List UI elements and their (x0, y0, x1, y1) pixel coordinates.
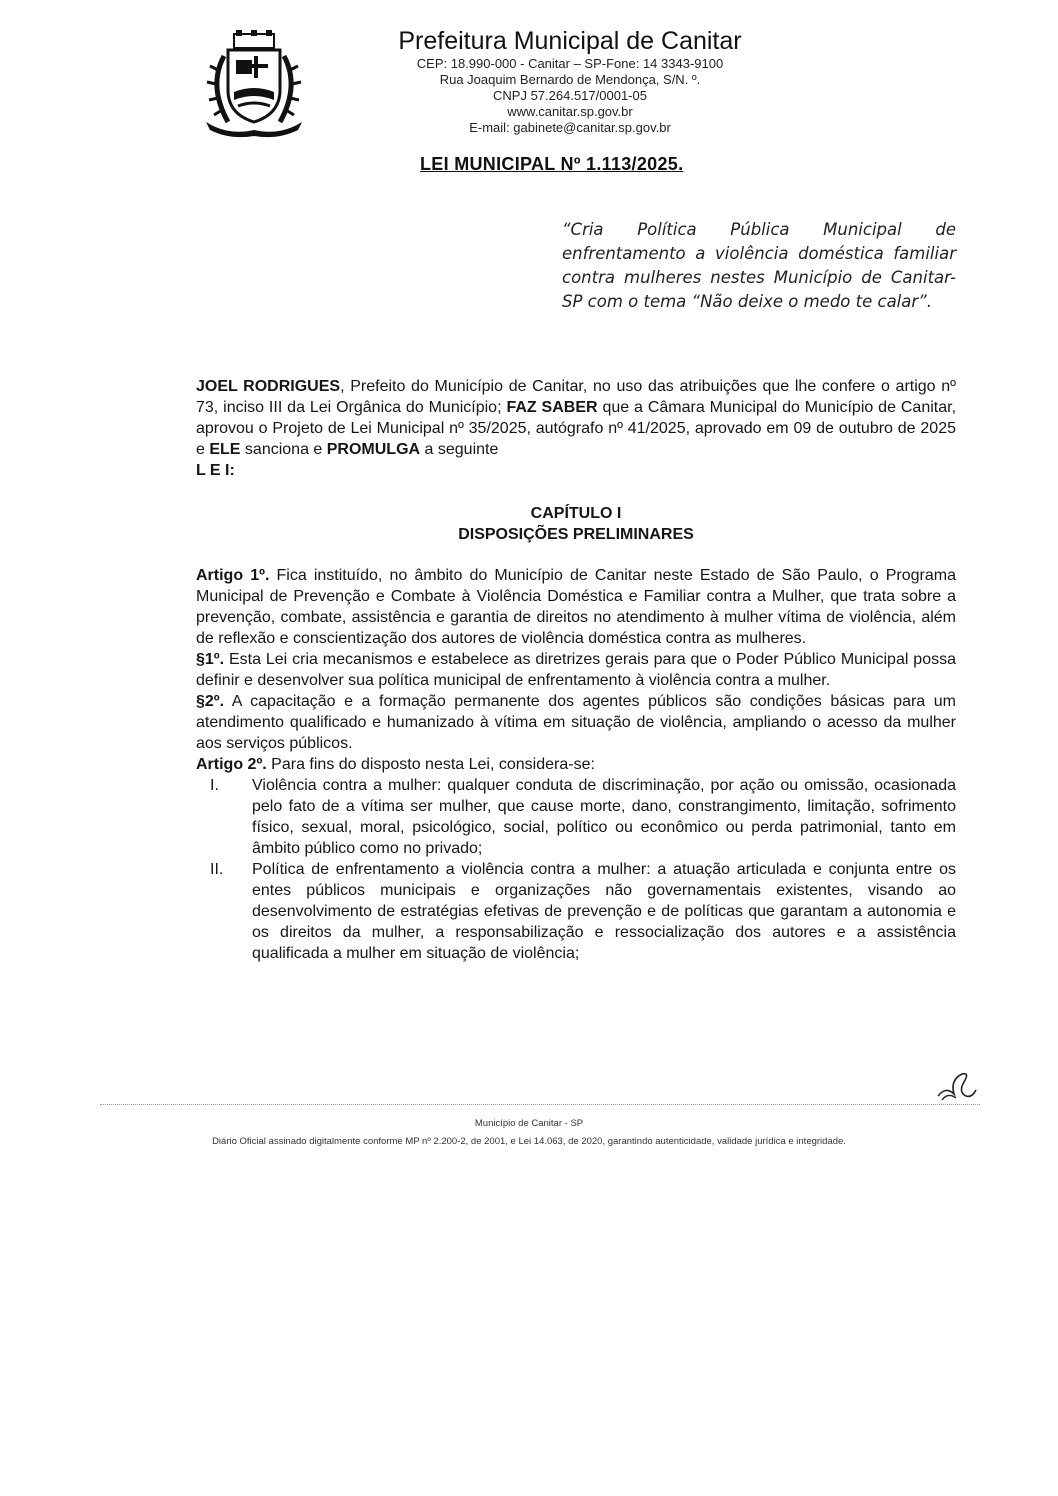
article-1 (196, 565, 956, 649)
law-body (196, 376, 956, 964)
preamble-text-4: a seguinte (420, 441, 499, 458)
lei-label: L E I: (196, 462, 235, 479)
contact-website-line: www.canitar.sp.gov.br (507, 104, 633, 119)
chapter-number: CAPÍTULO I (530, 505, 622, 522)
article-2 (196, 754, 956, 775)
paragraph-2-label: §2º. (196, 693, 225, 710)
preamble-text-2: que a Câmara Municipal do Município de Canitar, aprovou o Projeto de Lei Municipal nº 35/2025, autógrafo nº 41/2025, aprovado em 09 de outubro de 2025 e (196, 399, 957, 458)
contact-street-line: Rua Joaquim Bernardo de Mendonça, S/N. º. (439, 72, 701, 87)
contact-address-line: CEP: 18.990-000 - Canitar – SP-Fone: 14 3343-9100 (416, 56, 724, 71)
article-1-text: Fica instituído, no âmbito do Município de Canitar neste Estado de São Paulo, o Programa Municipal de Prevenção e Combate à Violência Doméstica e Familiar contra a Mulher, que trata sobre a prevenção, combate, assistência e garantia de direitos no atendimento à mulher vítima de violência, além de reflexão e conscientização dos autores de violência doméstica contra as mulheres. (196, 567, 957, 647)
chapter-heading (196, 503, 956, 545)
contact-cnpj-line: CNPJ 57.264.517/0001-05 (493, 88, 647, 103)
ele: ELE (209, 441, 241, 458)
preamble-text-3: sanciona e (240, 441, 327, 458)
law-summary: “Cria Política Pública Municipal de enfrentamento a violência doméstica familiar contra mulheres nestes Município de Canitar-SP com o tema “Não deixe o medo te calar”. (562, 220, 956, 311)
law-title: LEI MUNICIPAL Nº 1.113/2025. (420, 154, 684, 174)
item-text: Violência contra a mulher: qualquer conduta de discriminação, por ação ou omissão, ocasionada pelo fato de a vítima ser mulher, que cause morte, dano, constrangimento, limitação, sofrimento físico, sexual, moral, psicológico, social, político ou econômico ou perda patrimonial, tanto em âmbito público como no privado; (252, 777, 956, 857)
footer-digital-signature-note: Diário Oficial assinado digitalmente conforme MP nº 2.200-2, de 2001, e Lei 14.063, de 2020, garantindo autenticidade, validade jurídica e integridade. (212, 1136, 846, 1147)
municipal-coat-of-arms-icon (198, 26, 310, 138)
paragraph-1-text: Esta Lei cria mecanismos e estabelece as diretrizes gerais para que o Poder Público Municipal possa definir e desenvolver sua política municipal de enfrentamento à violência contra a mulher. (196, 651, 956, 689)
article-1-label: Artigo 1º. (196, 567, 270, 584)
letterhead (330, 26, 810, 136)
footer-municipality: Município de Canitar - SP (474, 1118, 584, 1129)
paragraph-2 (196, 691, 956, 754)
contact-email-line: E-mail: gabinete@canitar.sp.gov.br (469, 120, 671, 135)
promulga: PROMULGA (326, 441, 421, 458)
article-2-label: Artigo 2º. (196, 756, 267, 773)
paragraph-1 (196, 649, 956, 691)
chapter-title: DISPOSIÇÕES PRELIMINARES (458, 526, 694, 543)
faz-saber: FAZ SABER (506, 399, 598, 416)
preamble-text-1: , Prefeito do Município de Canitar, no uso das atribuições que lhe confere o artigo nº 73, inciso III da Lei Orgânica do Município; (196, 378, 957, 416)
mayor-name: JOEL RODRIGUES (196, 378, 341, 395)
article-2-items (196, 775, 956, 964)
item-number: I. (210, 777, 219, 794)
organization-name: Prefeitura Municipal de Canitar (398, 27, 742, 55)
preamble (196, 376, 956, 481)
item-text: Política de enfrentamento a violência contra a mulher: a atuação articulada e conjunta entre os entes públicos municipais e organizações não governamentais existentes, visando ao desenvolvimento de estratégias efetivas de prevenção e de políticas que garantam a autonomia e os direitos da mulher, a responsabilização e ressocialização dos autores e a assistência qualificada a mulher em situação de violência; (252, 861, 956, 962)
paragraph-2-text: A capacitação e a formação permanente dos agentes públicos são condições básicas para um atendimento qualificado e humanizado à vítima em situação de violência, ampliando o acesso da mulher aos serviços públicos. (196, 693, 956, 752)
list-item (196, 859, 956, 964)
initials-signature-icon (932, 1066, 980, 1106)
article-2-text: Para fins do disposto nesta Lei, considera-se: (266, 756, 595, 773)
footer-divider (100, 1104, 980, 1105)
paragraph-1-label: §1º. (196, 651, 225, 668)
list-item (196, 775, 956, 859)
item-number: II. (210, 861, 224, 878)
